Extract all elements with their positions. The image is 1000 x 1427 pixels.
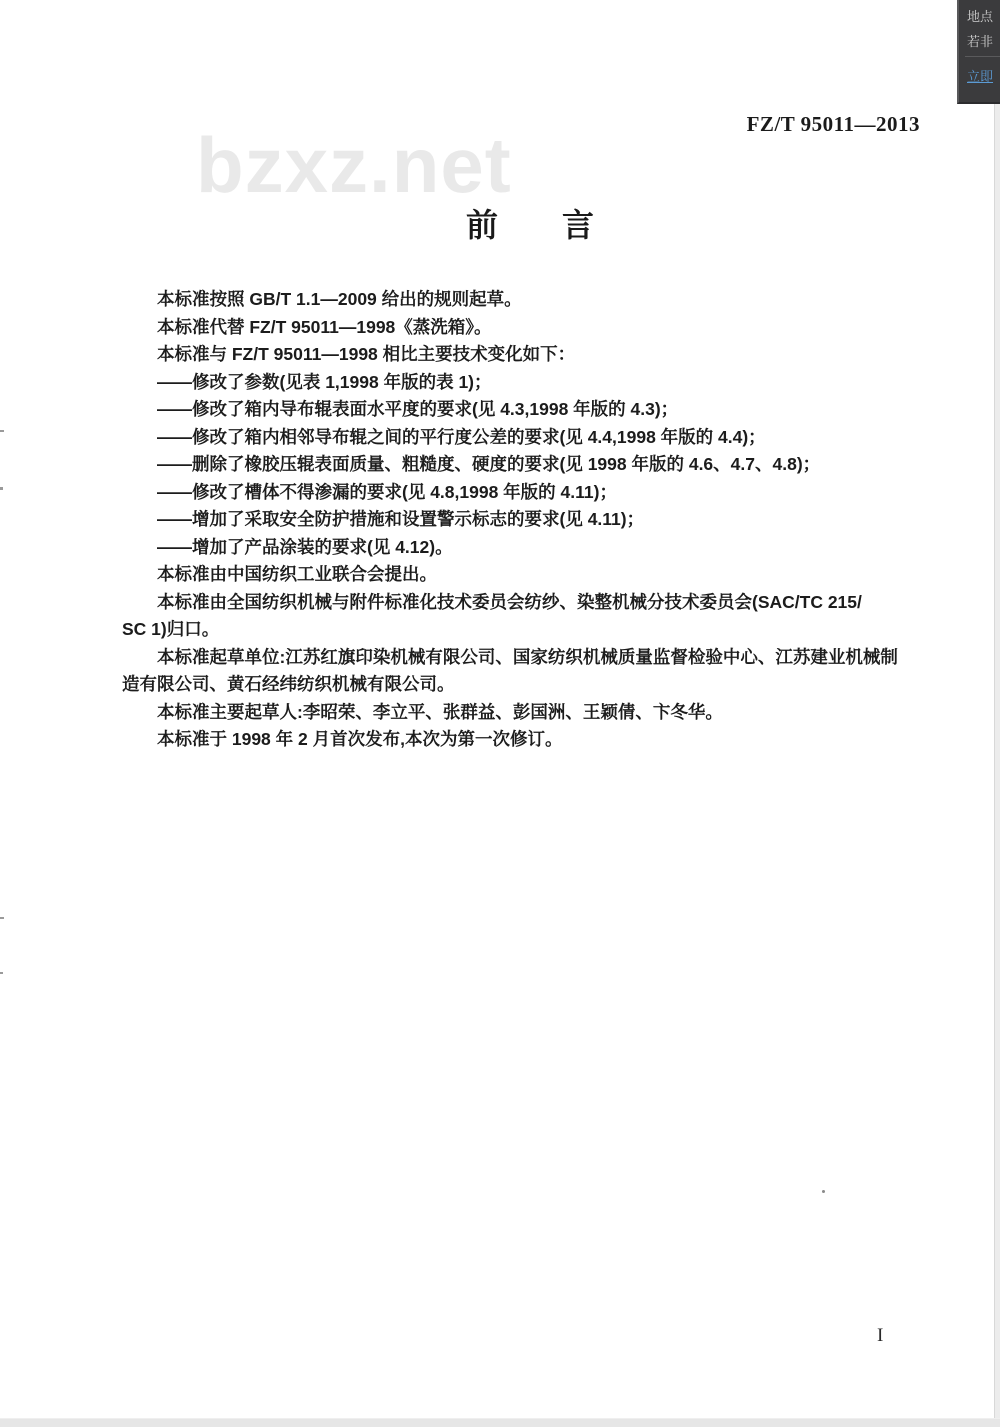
overlay-text-line1: 地点 [967,9,994,24]
foreword-line: ——修改了箱内相邻导布辊之间的平行度公差的要求(见 4.4,1998 年版的 4.4)； [157,426,766,447]
scan-artifact [0,430,4,432]
foreword-line: ——增加了产品涂装的要求(见 4.12)。 [157,536,453,557]
foreword-line: SC 1)归口。 [122,619,220,639]
foreword-line: 本标准于 1998 年 2 月首次发布,本次为第一次修订。 [157,729,563,749]
foreword-line: ——修改了参数(见表 1,1998 年版的表 1)； [157,371,492,392]
watermark: bzxz.net [196,121,512,209]
page-number: I [877,1325,884,1346]
scan-artifact [0,487,3,490]
doc-number: FZ/T 95011—2013 [746,112,920,136]
page-title: 前 言 [465,207,594,243]
scan-artifact [0,972,3,974]
foreword-body [122,286,918,754]
foreword-line: 本标准起草单位:江苏红旗印染机械有限公司、国家纺织机械质量监督检验中心、江苏建业机械制 [157,646,898,667]
foreword-line: 本标准由全国纺织机械与附件标准化技术委员会纺纱、染整机械分技术委员会(SAC/TC 215/ [157,591,862,612]
ad-overlay-panel [957,0,1000,104]
scan-artifact [822,1190,825,1193]
scan-artifact [0,917,4,919]
foreword-line: ——增加了采取安全防护措施和设置警示标志的要求(见 4.11)； [157,509,645,529]
foreword-line: ——修改了槽体不得渗漏的要求(见 4.8,1998 年版的 4.11)； [157,481,617,502]
foreword-line: 本标准按照 GB/T 1.1—2009 给出的规则起草。 [157,289,522,309]
overlay-text-line2: 若非 [967,34,994,49]
page-edge-bottom [0,1418,1000,1427]
foreword-line: ——修改了箱内导布辊表面水平度的要求(见 4.3,1998 年版的 4.3)； [157,399,679,419]
foreword-line: ——删除了橡胶压辊表面质量、粗糙度、硬度的要求(见 1998 年版的 4.6、4.7、4.8)； [157,454,821,474]
overlay-download-link[interactable]: 立即 [967,69,994,84]
foreword-line: 本标准由中国纺织工业联合会提出。 [157,564,437,584]
foreword-line: 本标准主要起草人:李昭荣、李立平、张群益、彭国洲、王颖倩、卞冬华。 [157,701,723,722]
foreword-line: 造有限公司、黄石经纬纺织机械有限公司。 [122,674,455,694]
foreword-line: 本标准与 FZ/T 95011—1998 相比主要技术变化如下： [157,344,576,364]
foreword-line: 本标准代替 FZ/T 95011—1998《蒸洗箱》。 [157,316,492,337]
overlay-divider [965,56,1000,57]
